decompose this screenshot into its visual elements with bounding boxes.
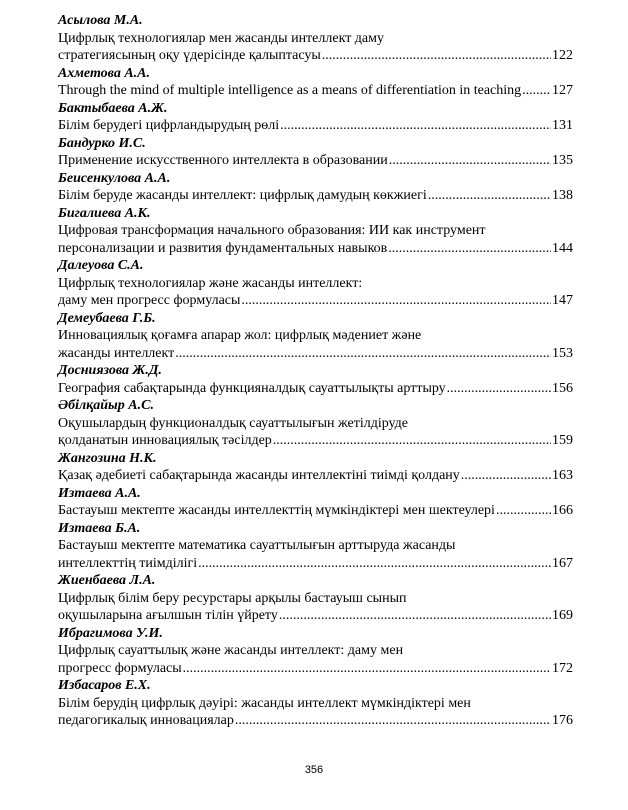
toc-author: Демеубаева Г.Б. xyxy=(58,310,156,326)
toc-title-line: Білім берудің цифрлық дәуірі: жасанды интеллект мүмкіндіктері мен xyxy=(58,695,471,711)
toc-author: Бактыбаева А.Ж. xyxy=(58,100,168,116)
toc-page-number: 138 xyxy=(552,188,573,203)
dot-leader xyxy=(273,432,551,450)
toc-title-line-with-page xyxy=(58,117,573,135)
toc-entry xyxy=(58,100,573,135)
toc-title-text: оқушыларына ағылшын тілін үйрету xyxy=(58,608,278,623)
toc-title-line: Бастауыш мектепте математика сауаттылығын арттыруда жасанды xyxy=(58,538,456,553)
toc-entry xyxy=(58,205,573,258)
page-number: 356 xyxy=(304,764,324,776)
dot-leader xyxy=(279,607,551,625)
toc-title-line: Цифрлық білім беру ресурстары арқылы бастауыш сынып xyxy=(58,590,407,606)
toc-entry xyxy=(58,362,573,397)
toc-page-number: 127 xyxy=(552,83,573,98)
toc-page-number: 135 xyxy=(552,153,573,168)
toc-title-line-with-page xyxy=(58,607,573,625)
toc-title-text: даму мен прогресс формуласы xyxy=(58,293,241,308)
dot-leader xyxy=(322,47,551,65)
toc-author: Изтаева Б.А. xyxy=(58,520,141,536)
toc-author: Ибрагимова У.И. xyxy=(58,625,163,641)
dot-leader xyxy=(496,502,551,520)
toc-entry xyxy=(58,170,573,205)
toc-entry xyxy=(58,520,573,573)
dot-leader xyxy=(280,117,551,135)
toc-title-line-with-page xyxy=(58,502,573,520)
toc-page-number: 131 xyxy=(552,118,573,133)
toc-title-line-with-page xyxy=(58,240,573,258)
dot-leader xyxy=(235,712,551,730)
toc-page-number: 172 xyxy=(552,660,573,676)
toc-title-text: персонализации и развития фундаментальных навыков xyxy=(58,240,388,256)
dot-leader xyxy=(447,380,551,398)
toc-author: Ахметова А.А. xyxy=(58,65,150,81)
toc-entry xyxy=(58,65,573,100)
toc-title-text: Білім берудегі цифрландырудың рөлі xyxy=(58,118,280,133)
toc-page-number: 169 xyxy=(552,608,573,623)
toc-title-text: қолданатын инновациялық тәсілдер xyxy=(58,433,272,448)
toc-page-number: 144 xyxy=(552,240,573,256)
toc-title-text: География сабақтарында функцияналдық сауаттылықты арттыру xyxy=(58,380,446,396)
toc-page-number: 159 xyxy=(552,433,573,448)
dot-leader xyxy=(198,555,551,573)
dot-leader xyxy=(461,467,551,485)
dot-leader xyxy=(388,240,551,258)
toc-entry xyxy=(58,677,573,730)
toc-page-number: 153 xyxy=(552,345,573,361)
toc-title-line: Цифрлық технологиялар және жасанды интеллект: xyxy=(58,275,363,291)
dot-leader xyxy=(241,292,551,310)
toc-page-number: 122 xyxy=(552,48,573,63)
toc-entry xyxy=(58,257,573,310)
toc-title-line-with-page xyxy=(58,187,573,205)
toc-title-text: Қазақ әдебиеті сабақтарында жасанды интеллектіні тиімді қолдану xyxy=(58,468,460,483)
toc-title-line-with-page xyxy=(58,660,573,678)
toc-title-line-with-page xyxy=(58,152,573,170)
dot-leader xyxy=(428,187,551,205)
toc-entry xyxy=(58,135,573,170)
toc-title-line-with-page xyxy=(58,380,573,398)
toc-title-text: педагогикалық инновациялар xyxy=(58,713,234,728)
toc-title-line-with-page xyxy=(58,555,573,573)
toc-title-line: Цифрлық технологиялар мен жасанды интеллект даму xyxy=(58,30,385,46)
toc-entry xyxy=(58,625,573,678)
toc-title-text: Through the mind of multiple intelligence as a means of differentiation in teaching xyxy=(58,83,522,98)
toc-author: Далеуова С.А. xyxy=(58,258,144,273)
toc-entry xyxy=(58,572,573,625)
dot-leader xyxy=(522,82,551,100)
toc-entry xyxy=(58,450,573,485)
toc-author: Бигалиева А.К. xyxy=(58,205,151,221)
toc-page-number: 147 xyxy=(552,293,573,308)
toc-author: Избасаров Е.Х. xyxy=(58,678,151,693)
toc-title-text: стратегиясының оқу үдерісінде қалыптасуы xyxy=(58,48,321,63)
toc-page-number: 176 xyxy=(552,713,573,728)
toc-title-line-with-page xyxy=(58,432,573,450)
toc-title-line-with-page xyxy=(58,345,573,363)
dot-leader xyxy=(175,345,551,363)
toc-author: Бандурко И.С. xyxy=(58,135,146,151)
toc-title-line-with-page xyxy=(58,47,573,65)
toc-entry xyxy=(58,310,573,363)
toc-author: Досниязова Ж.Д. xyxy=(58,363,162,378)
toc-title-text: Білім беруде жасанды интеллект: цифрлық дамудың көкжиегі xyxy=(58,188,427,203)
toc-entry xyxy=(58,485,573,520)
toc-author: Жангозина Н.К. xyxy=(58,450,157,466)
toc-author: Жиенбаева Л.А. xyxy=(58,573,156,588)
toc-title-text: Бастауыш мектепте жасанды интеллекттің мүмкіндіктері мен шектеулері xyxy=(58,503,495,518)
toc-title-text: прогресс формуласы xyxy=(58,660,182,676)
toc-page-number: 156 xyxy=(552,380,573,396)
toc-author: Беисенкулова А.А. xyxy=(58,170,171,186)
toc-title-line-with-page xyxy=(58,467,573,485)
toc-title-line-with-page xyxy=(58,712,573,730)
toc-title-text: Применение искусственного интеллекта в образовании xyxy=(58,153,388,168)
toc-title-line-with-page xyxy=(58,82,573,100)
toc-page-number: 166 xyxy=(552,503,573,518)
toc-title-line: Цифрлық сауаттылық және жасанды интеллект: даму мен xyxy=(58,643,404,658)
dot-leader xyxy=(389,152,551,170)
toc-title-line: Цифровая трансформация начального образования: ИИ как инструмент xyxy=(58,223,486,238)
toc-title-line: Оқушылардың функционалдық сауаттылығын жетілдіруде xyxy=(58,415,408,431)
toc-title-text: интеллекттің тиімділігі xyxy=(58,555,198,571)
dot-leader xyxy=(183,660,551,678)
toc-page-number: 167 xyxy=(552,555,573,571)
toc-title-line-with-page xyxy=(58,292,573,310)
toc-entry xyxy=(58,397,573,450)
table-of-contents xyxy=(58,12,573,730)
toc-page-number: 163 xyxy=(552,468,573,483)
toc-title-line: Инновациялық қоғамға апарар жол: цифрлық мәдениет және xyxy=(58,328,422,343)
toc-author: Асылова М.А. xyxy=(58,13,143,28)
toc-entry xyxy=(58,12,573,65)
toc-author: Әбілқайыр А.С. xyxy=(58,398,154,413)
toc-title-text: жасанды интеллект xyxy=(58,345,175,361)
toc-author: Изтаева А.А. xyxy=(58,485,141,501)
